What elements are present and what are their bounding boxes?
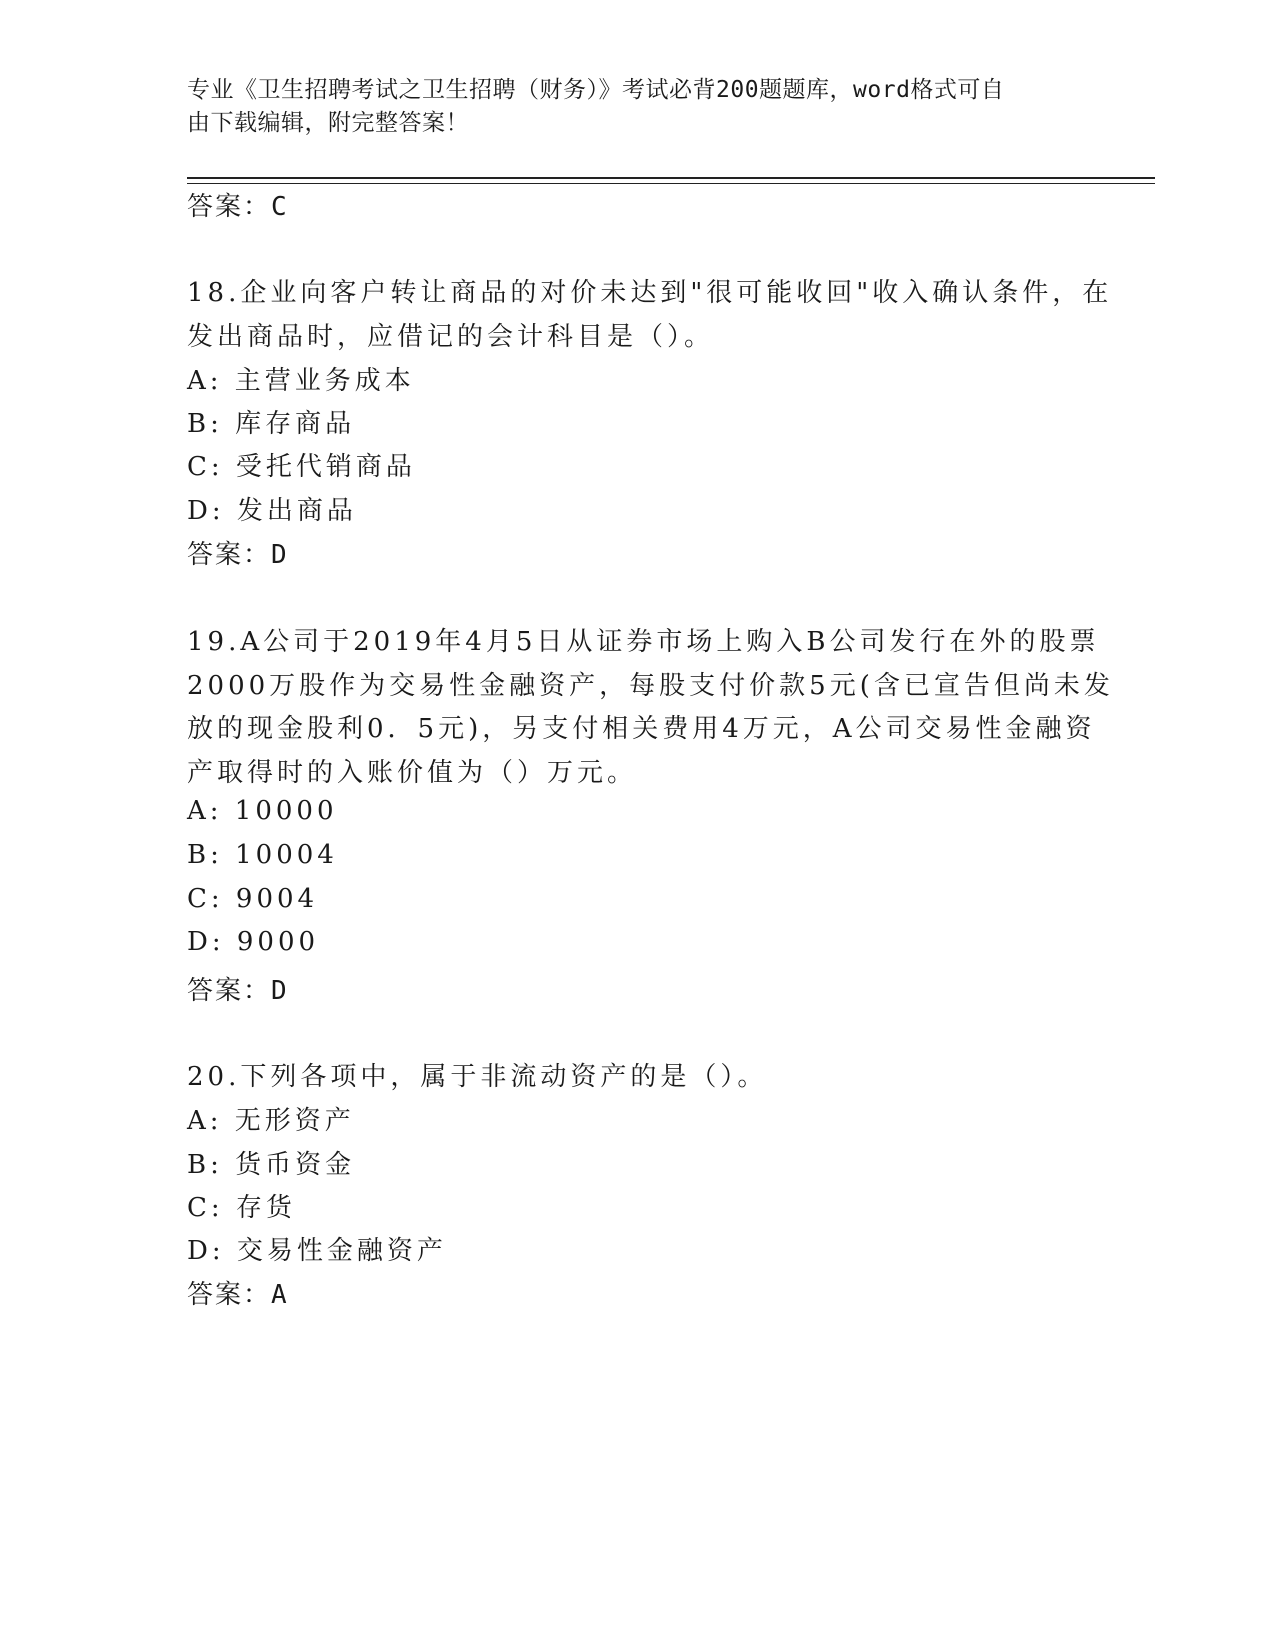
question-20-option-b: B: 货币资金 [187, 1150, 356, 1180]
previous-answer: 答案：C [187, 192, 289, 222]
question-19-answer: 答案：D [187, 976, 289, 1006]
header-line-1: 专业《卫生招聘考试之卫生招聘（财务）》考试必背200题题库，word格式可自 [187, 77, 1005, 103]
question-19-stem-line-1: 19.A公司于2019年4月5日从证券市场上购入B公司发行在外的股票 [187, 627, 1100, 657]
question-20-answer: 答案：A [187, 1280, 289, 1310]
header-divider [187, 177, 1155, 179]
question-19-stem-line-2: 2000万股作为交易性金融资产，每股支付价款5元(含已宣告但尚未发 [187, 671, 1114, 701]
question-19-option-d: D: 9000 [187, 927, 320, 957]
question-18-stem-line-1: 18.企业向客户转让商品的对价未达到"很可能收回"收入确认条件，在 [187, 278, 1113, 308]
question-20-option-c: C: 存货 [187, 1193, 296, 1223]
question-19-stem-line-4: 产取得时的入账价值为（）万元。 [187, 758, 638, 788]
question-19-option-a: A: 10000 [187, 796, 338, 826]
question-19-stem-line-3: 放的现金股利0．5元)，另支付相关费用4万元，A公司交易性金融资 [187, 714, 1096, 744]
question-18-option-b: B: 库存商品 [187, 409, 356, 439]
question-19-option-b: B: 10004 [187, 840, 338, 870]
document-header [187, 74, 1067, 140]
question-19-option-c: C: 9004 [187, 884, 319, 914]
question-18-stem-line-2: 发出商品时，应借记的会计科目是（）。 [187, 322, 715, 352]
question-18-option-c: C: 受托代销商品 [187, 452, 416, 482]
question-20-option-a: A: 无形资产 [187, 1106, 355, 1136]
question-20-option-d: D: 交易性金融资产 [187, 1236, 447, 1266]
question-18-answer: 答案：D [187, 540, 289, 570]
question-18-option-a: A: 主营业务成本 [187, 366, 415, 396]
header-divider-thin [187, 183, 1155, 184]
header-line-2: 由下载编辑，附完整答案！ [187, 110, 469, 136]
question-20-stem-line-1: 20.下列各项中，属于非流动资产的是（）。 [187, 1062, 768, 1092]
question-18-option-d: D: 发出商品 [187, 496, 357, 526]
